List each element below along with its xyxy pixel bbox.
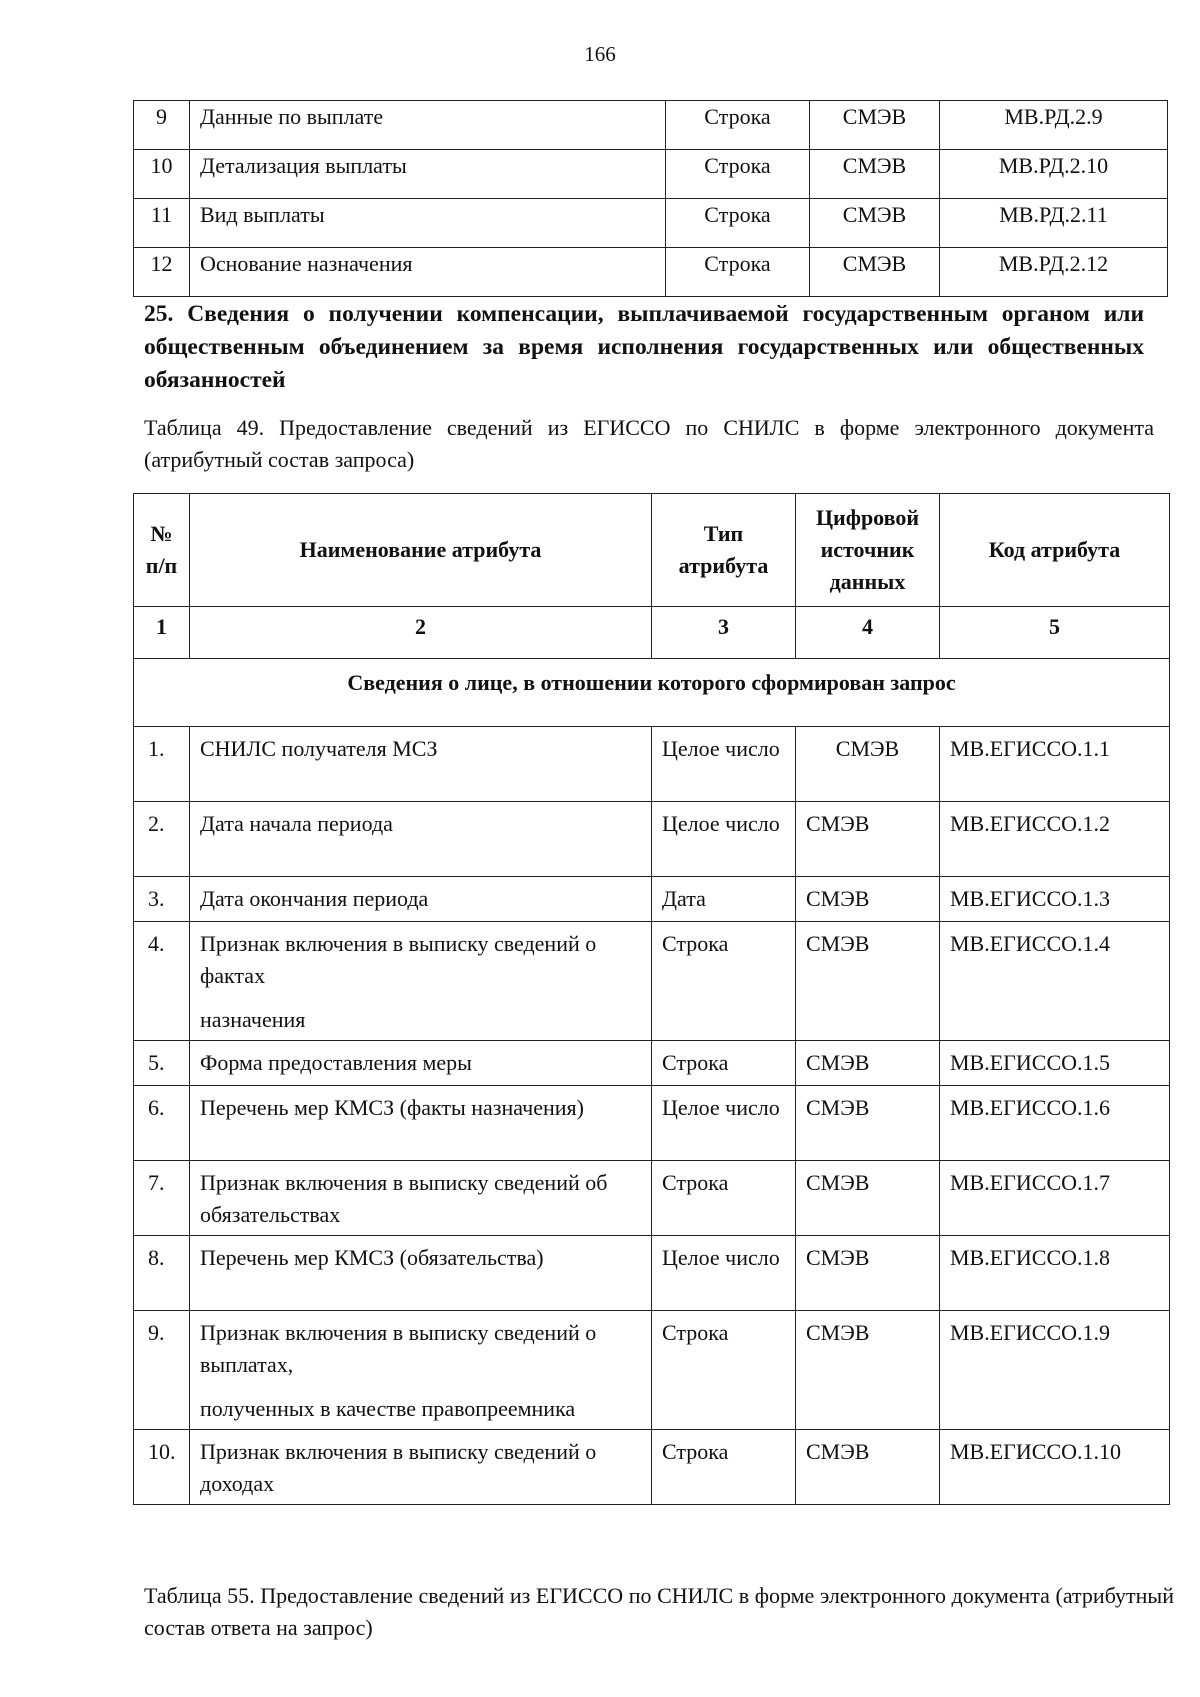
column-number: 2 (190, 607, 652, 659)
attribute-type: Строка (652, 922, 796, 1041)
column-number: 5 (940, 607, 1170, 659)
table-row (134, 248, 1168, 297)
attribute-name (190, 1311, 652, 1430)
table-row (134, 150, 1168, 199)
attribute-source: СМЭВ (796, 922, 940, 1041)
attribute-source: СМЭВ (810, 199, 940, 248)
attribute-source: СМЭВ (810, 248, 940, 297)
attribute-source: СМЭВ (796, 727, 940, 802)
attribute-name-text: Форма предоставления меры (200, 1050, 472, 1075)
attribute-name-text: СНИЛС получателя МСЗ (200, 736, 438, 761)
attribute-name-text: Признак включения в выписку сведений о доходах (200, 1439, 597, 1496)
attribute-name-text: Дата начала периода (200, 811, 393, 836)
attribute-code: МВ.ЕГИССО.1.3 (940, 877, 1170, 922)
attribute-code: МВ.ЕГИССО.1.1 (940, 727, 1170, 802)
attribute-source: СМЭВ (796, 802, 940, 877)
header-name: Наименование атрибута (190, 494, 652, 607)
attribute-name (190, 1236, 652, 1311)
row-number: 4. (134, 922, 190, 1041)
row-number: 10. (134, 1430, 190, 1505)
attribute-name (190, 922, 652, 1041)
attribute-name (190, 1430, 652, 1505)
attribute-name (190, 1161, 652, 1236)
group-title: Сведения о лице, в отношении которого сформирован запрос (134, 659, 1170, 727)
row-number: 2. (134, 802, 190, 877)
row-number: 6. (134, 1086, 190, 1161)
table-row (134, 101, 1168, 150)
attribute-name: Детализация выплаты (190, 150, 666, 199)
attribute-name (190, 1041, 652, 1086)
table-row (134, 1086, 1170, 1161)
attribute-code: МВ.ЕГИССО.1.5 (940, 1041, 1170, 1086)
column-number: 4 (796, 607, 940, 659)
attribute-type: Строка (652, 1430, 796, 1505)
row-number: 10 (134, 150, 190, 199)
group-row (134, 659, 1170, 727)
attribute-type: Целое число (652, 1236, 796, 1311)
attribute-type: Дата (652, 877, 796, 922)
attribute-name: Данные по выплате (190, 101, 666, 150)
attribute-name (190, 1086, 652, 1161)
attribute-name-text: Признак включения в выписку сведений об обязательствах (200, 1170, 608, 1227)
row-number: 9 (134, 101, 190, 150)
column-number-row (134, 607, 1170, 659)
attribute-source: СМЭВ (796, 1236, 940, 1311)
attribute-source: СМЭВ (796, 1311, 940, 1430)
column-number: 1 (134, 607, 190, 659)
attribute-name-text: Признак включения в выписку сведений о выплатах, (200, 1320, 597, 1377)
table-row (134, 1311, 1170, 1430)
attribute-source: СМЭВ (796, 1161, 940, 1236)
attribute-type: Строка (666, 248, 810, 297)
attribute-code: МВ.ЕГИССО.1.7 (940, 1161, 1170, 1236)
attribute-type: Строка (666, 150, 810, 199)
header-number: № п/п (134, 494, 190, 607)
attribute-code: МВ.РД.2.12 (940, 248, 1168, 297)
row-number: 11 (134, 199, 190, 248)
table-caption: Таблица 49. Предоставление сведений из ЕГИССО по СНИЛС в форме электронного документа (атрибутный состав запроса) (144, 415, 1154, 472)
table-row (134, 1236, 1170, 1311)
attribute-type: Строка (652, 1311, 796, 1430)
attribute-code: МВ.РД.2.9 (940, 101, 1168, 150)
attribute-type: Целое число (652, 802, 796, 877)
attribute-name-text: Дата окончания периода (200, 886, 429, 911)
attribute-type: Строка (652, 1161, 796, 1236)
attribute-name: Вид выплаты (190, 199, 666, 248)
attribute-type: Строка (666, 101, 810, 150)
header-type: Тип атрибута (652, 494, 796, 607)
attribute-code: МВ.ЕГИССО.1.8 (940, 1236, 1170, 1311)
table-row (134, 1161, 1170, 1236)
attribute-source: СМЭВ (796, 1086, 940, 1161)
attribute-name-text: Перечень мер КМСЗ (обязательства) (200, 1245, 544, 1270)
row-number: 9. (134, 1311, 190, 1430)
attribute-name (190, 877, 652, 922)
table-row (134, 1430, 1170, 1505)
table-header-row (134, 494, 1170, 607)
attribute-type: Целое число (652, 1086, 796, 1161)
attribute-source: СМЭВ (796, 1430, 940, 1505)
row-number: 1. (134, 727, 190, 802)
attribute-name (190, 727, 652, 802)
row-number: 3. (134, 877, 190, 922)
attribute-type: Целое число (652, 727, 796, 802)
attribute-name-text: Признак включения в выписку сведений о фактах (200, 931, 597, 988)
section-heading: 25. Сведения о получении компенсации, выплачиваемой государственным органом или общественным объединением за время исполнения государственных или общественных обязанностей (144, 301, 1144, 393)
request-attribute-table (133, 493, 1170, 1505)
table-row (134, 727, 1170, 802)
attribute-name-continuation: назначения (200, 1007, 306, 1032)
attribute-code: МВ.РД.2.10 (940, 150, 1168, 199)
table-caption: Таблица 55. Предоставление сведений из ЕГИССО по СНИЛС в форме электронного документа (атрибутный состав ответа на запрос) (144, 1583, 1174, 1640)
attribute-code: МВ.ЕГИССО.1.2 (940, 802, 1170, 877)
header-source: Цифровой источник данных (796, 494, 940, 607)
attribute-code: МВ.ЕГИССО.1.4 (940, 922, 1170, 1041)
row-number: 12 (134, 248, 190, 297)
attribute-name: Основание назначения (190, 248, 666, 297)
row-number: 5. (134, 1041, 190, 1086)
attribute-name (190, 802, 652, 877)
column-number: 3 (652, 607, 796, 659)
table-row (134, 1041, 1170, 1086)
table-row (134, 199, 1168, 248)
page-number: 166 (584, 42, 616, 66)
table-row (134, 877, 1170, 922)
attribute-name-continuation: полученных в качестве правопреемника (200, 1396, 576, 1421)
table-row (134, 802, 1170, 877)
row-number: 7. (134, 1161, 190, 1236)
attribute-type: Строка (652, 1041, 796, 1086)
attribute-source: СМЭВ (796, 877, 940, 922)
attribute-code: МВ.ЕГИССО.1.10 (940, 1430, 1170, 1505)
header-code: Код атрибута (940, 494, 1170, 607)
attribute-source: СМЭВ (796, 1041, 940, 1086)
attribute-name-text: Перечень мер КМСЗ (факты назначения) (200, 1095, 584, 1120)
continued-attribute-table (133, 100, 1168, 297)
attribute-code: МВ.ЕГИССО.1.6 (940, 1086, 1170, 1161)
attribute-source: СМЭВ (810, 101, 940, 150)
table-row (134, 922, 1170, 1041)
attribute-code: МВ.РД.2.11 (940, 199, 1168, 248)
row-number: 8. (134, 1236, 190, 1311)
attribute-source: СМЭВ (810, 150, 940, 199)
attribute-type: Строка (666, 199, 810, 248)
attribute-code: МВ.ЕГИССО.1.9 (940, 1311, 1170, 1430)
